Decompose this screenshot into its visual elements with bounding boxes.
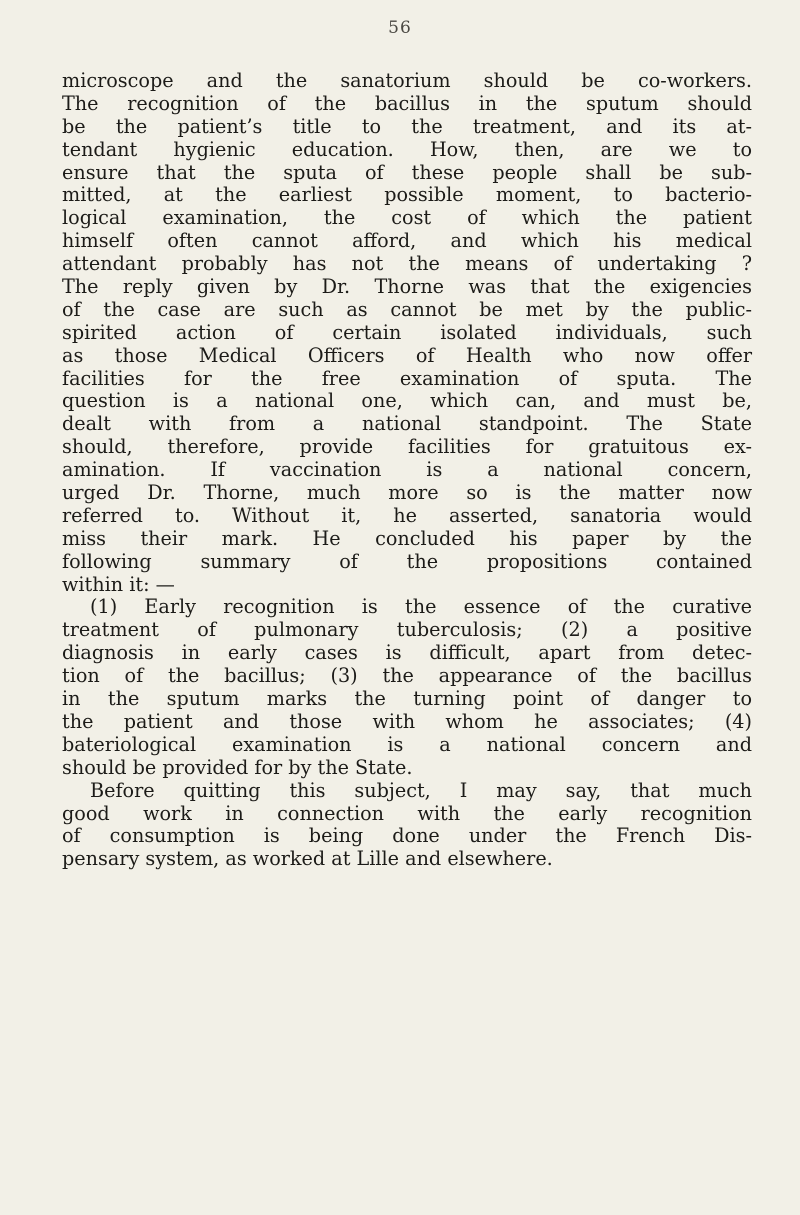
text-line: question is a national one, which can, and must be, xyxy=(62,389,752,413)
text-line: in the sputum marks the turning point of danger to xyxy=(62,687,752,711)
text-line: microscope and the sanatorium should be co-workers. xyxy=(62,69,752,92)
text-line: referred to. Without it, he asserted, sanatoria would xyxy=(62,503,752,527)
page-number: 56 xyxy=(388,18,412,38)
text-line: pensary system, as worked at Lille and elsewhere. xyxy=(62,847,553,871)
text-line: bateriological examination is a national concern and xyxy=(62,732,752,756)
text-line: himself often cannot afford, and which his medical xyxy=(62,229,752,253)
text-line: tion of the bacillus; (3) the appearance of the bacillus xyxy=(62,664,752,688)
text-line: good work in connection with the early recognition xyxy=(62,801,752,825)
text-line: urged Dr. Thorne, much more so is the matter now xyxy=(62,481,752,505)
text-line: spirited action of certain isolated individuals, such xyxy=(62,320,752,344)
text-line: following summary of the propositions contained xyxy=(62,549,752,573)
text-line: ensure that the sputa of these people shall be sub- xyxy=(62,160,752,184)
text-line: tendant hygienic education. How, then, are we to xyxy=(62,137,752,161)
text-line: the patient and those with whom he associates; (4) xyxy=(62,709,752,733)
text-line: amination. If vaccination is a national concern, xyxy=(62,458,752,482)
text-line: facilities for the free examination of sputa. The xyxy=(62,366,752,390)
body-text xyxy=(62,70,752,871)
text-line: mitted, at the earliest possible moment, to bacterio- xyxy=(62,183,752,207)
text-line: diagnosis in early cases is difficult, apart from detec- xyxy=(62,641,752,665)
text-line: as those Medical Officers of Health who now offer xyxy=(62,343,752,367)
text-line: miss their mark. He concluded his paper by the xyxy=(62,526,752,550)
text-line: dealt with from a national standpoint. The State xyxy=(62,412,752,436)
text-line: The recognition of the bacillus in the sputum should xyxy=(62,91,752,115)
text-line: of consumption is being done under the French Dis- xyxy=(62,824,752,848)
text-line: should, therefore, provide facilities for gratuitous ex- xyxy=(62,435,752,459)
text-line: of the case are such as cannot be met by the public- xyxy=(62,297,752,321)
text-line: The reply given by Dr. Thorne was that the exigencies xyxy=(62,275,752,299)
text-line: treatment of pulmonary tuberculosis; (2) a positive xyxy=(62,618,752,642)
text-line: within it: — xyxy=(62,572,175,596)
text-line: be the patient’s title to the treatment, and its at- xyxy=(62,114,752,138)
text-line: (1) Early recognition is the essence of the curative xyxy=(90,595,752,619)
text-line: logical examination, the cost of which the patient xyxy=(62,206,752,230)
text-line: Before quitting this subject, I may say, that much xyxy=(90,778,752,802)
text-line: should be provided for by the State. xyxy=(62,755,413,779)
text-line: attendant probably has not the means of undertaking ? xyxy=(62,252,752,276)
